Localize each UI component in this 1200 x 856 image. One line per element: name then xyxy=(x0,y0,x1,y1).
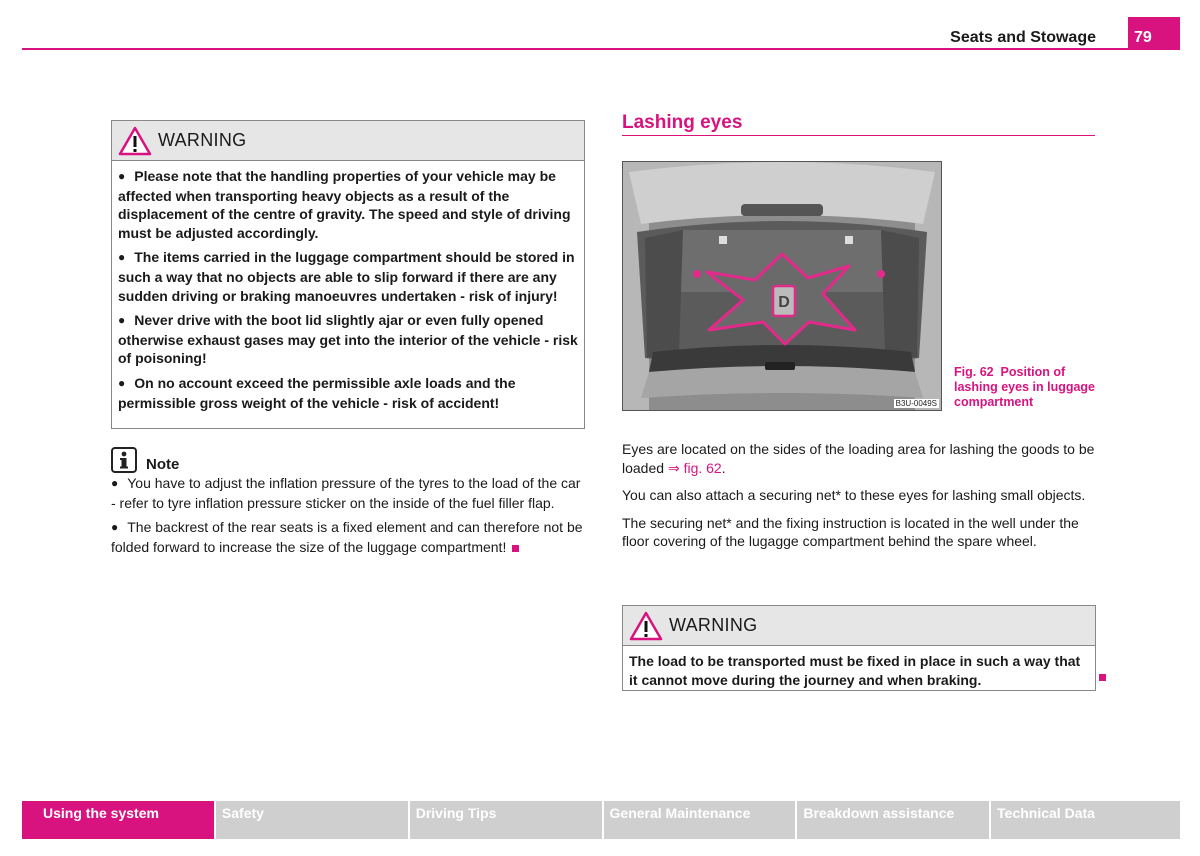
reference-arrow: ⇒ xyxy=(667,459,680,476)
figure-number: Fig. 62 xyxy=(954,365,994,379)
running-header-title: Seats and Stowage xyxy=(950,29,1096,46)
luggage-compartment-illustration xyxy=(623,162,941,410)
section-title: Lashing eyes xyxy=(622,112,743,133)
tab-technical-data[interactable]: Technical Data xyxy=(991,801,1180,839)
reference-text: fig. 62 xyxy=(683,459,722,476)
warning-item: ● Please note that the handling properties of your vehicle may be affected when transporting heavy objects as a result of the displacement of the centre of gravity. The speed and style of driving must be adjusted accordingly. xyxy=(118,167,578,242)
body-text-right xyxy=(622,440,1097,560)
header-rule xyxy=(22,48,1180,50)
chapter-tabs xyxy=(22,801,1180,839)
warning-item: ● Never drive with the boot lid slightly ajar or even fully opened otherwise exhaust gases may get into the interior of the vehicle - risk of poisoning! xyxy=(118,311,578,368)
warning-body xyxy=(112,161,584,424)
warning-header xyxy=(623,606,1095,646)
tab-safety[interactable]: Safety xyxy=(216,801,408,839)
svg-text:D: D xyxy=(778,294,790,311)
warning-label: WARNING xyxy=(158,130,247,150)
warning-text: The load to be transported must be fixed in place in such a way that it cannot move during the journey and when braking. xyxy=(629,653,1081,688)
figure-caption-text: Position of lashing eyes in luggage compartment xyxy=(954,365,1096,409)
end-of-section-mark xyxy=(512,545,519,552)
figure-code: B3U-0049S xyxy=(895,399,937,408)
paragraph: The securing net* and the fixing instruction is located in the well under the floor covering of the lugagge compartment behind the spare wheel. xyxy=(622,514,1079,550)
paragraph: Eyes are located on the sides of the loading area for lashing the goods to be loaded ⇒ fig. 62. xyxy=(622,441,1095,476)
note-section xyxy=(111,441,583,562)
paragraph: You can also attach a securing net* to these eyes for lashing small objects. xyxy=(622,487,1086,504)
warning-triangle-icon xyxy=(118,126,152,156)
end-of-section-mark xyxy=(1099,674,1106,681)
warning-box-left xyxy=(111,120,585,429)
note-item-text: ● The backrest of the rear seats is a fixed element and can therefore not be folded forward to increase the size of the luggage compartment! xyxy=(111,519,583,555)
note-item xyxy=(111,518,583,556)
warning-triangle-icon xyxy=(629,611,663,641)
tab-using-the-system[interactable]: Using the system xyxy=(22,801,214,839)
section-rule xyxy=(622,135,1095,136)
figure-luggage-compartment xyxy=(622,161,942,411)
page-number: 79 xyxy=(1128,17,1180,49)
note-header xyxy=(111,441,583,473)
tab-driving-tips[interactable]: Driving Tips xyxy=(410,801,602,839)
figure-reference-link[interactable] xyxy=(668,460,722,476)
tab-general-maintenance[interactable]: General Maintenance xyxy=(604,801,796,839)
warning-header xyxy=(112,121,584,161)
tab-breakdown-assistance[interactable]: Breakdown assistance xyxy=(797,801,989,839)
warning-item: ● On no account exceed the permissible axle loads and the permissible gross weight of the vehicle - risk of accident! xyxy=(118,374,578,412)
warning-box-right xyxy=(622,605,1096,691)
note-label: Note xyxy=(146,456,180,473)
warning-item: ● The items carried in the luggage compartment should be stored in such a way that no objects are able to slip forward if there are any sudden driving or braking manoeuvres undertaken - risk of injury! xyxy=(118,248,578,305)
figure-caption xyxy=(954,365,1104,410)
paragraph-text: Eyes are located on the sides of the loading area for lashing the goods to be loaded xyxy=(622,441,1095,476)
warning-body xyxy=(623,646,1095,701)
warning-label: WARNING xyxy=(669,615,758,635)
note-item: ● You have to adjust the inflation pressure of the tyres to the load of the car - refer to tyre inflation pressure sticker on the inside of the fuel filler flap. xyxy=(111,474,583,512)
info-i-icon xyxy=(111,447,137,473)
